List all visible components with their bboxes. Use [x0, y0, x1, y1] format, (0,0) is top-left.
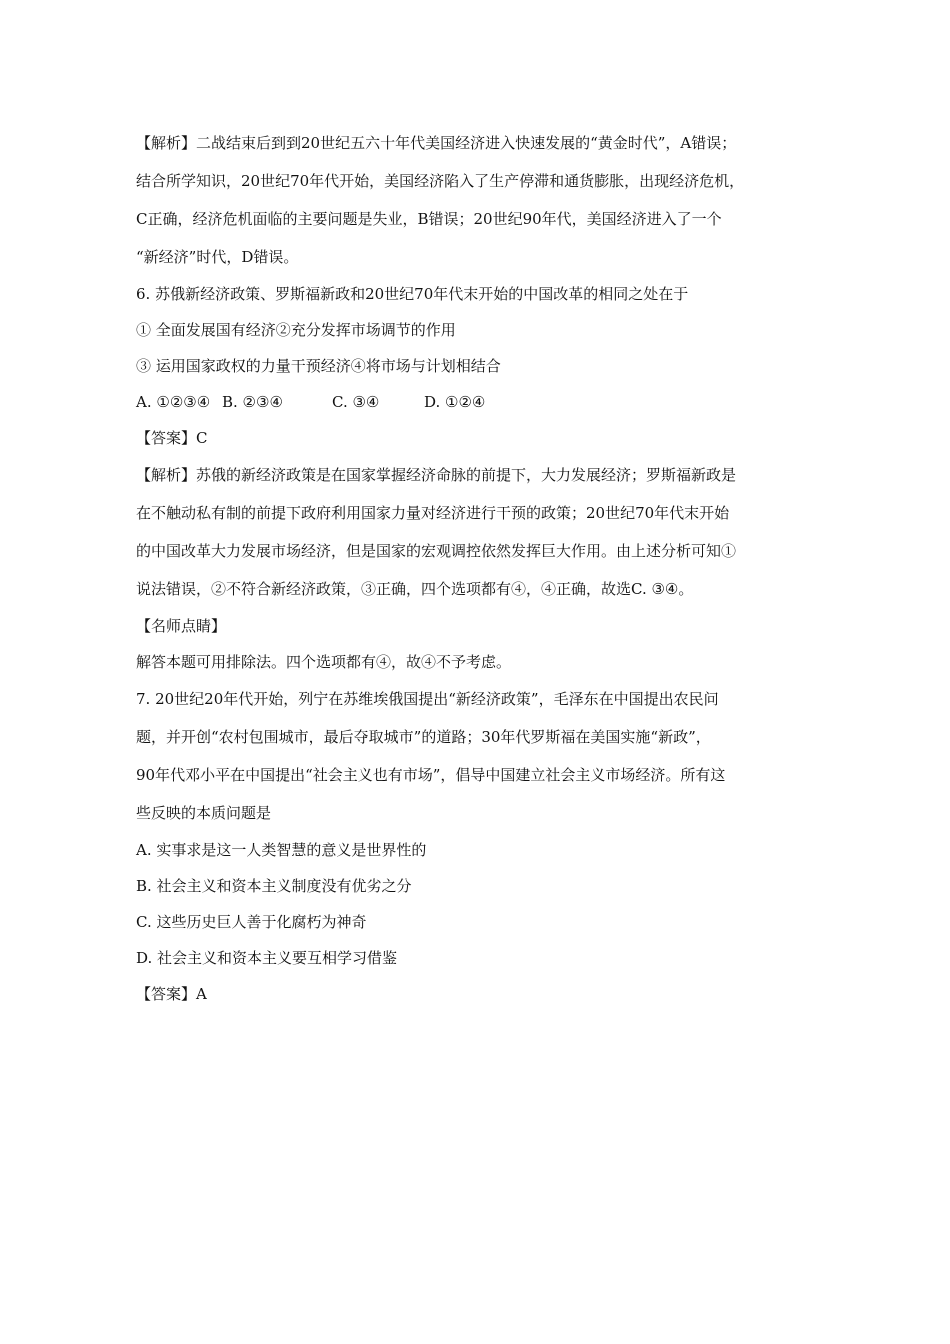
q6-tip-text: 解答本题可用排除法。四个选项都有④，故④不予考虑。 — [136, 653, 512, 671]
q6-options — [136, 384, 826, 420]
q6-option-a: A. ①②③④ — [136, 393, 211, 411]
question-7 — [136, 680, 826, 1012]
q7-answer: 【答案】A — [136, 985, 207, 1003]
q5-analysis-line: C正确，经济危机面临的主要问题是失业，B错误；20世纪90年代，美国经济进入了一个 — [136, 210, 722, 228]
q6-option-d: D. ①②④ — [424, 393, 486, 411]
q5-analysis-line: 【解析】二战结束后到到20世纪五六十年代美国经济进入快速发展的“黄金时代”，A错误； — [136, 134, 737, 152]
q7-option-b: B. 社会主义和资本主义制度没有优劣之分 — [136, 877, 412, 895]
q6-items-line: ① 全面发展国有经济②充分发挥市场调节的作用 — [136, 321, 456, 339]
q6-stem: 6. 苏俄新经济政策、罗斯福新政和20世纪70年代末开始的中国改革的相同之处在于 — [136, 285, 689, 303]
q7-option-c: C. 这些历史巨人善于化腐朽为神奇 — [136, 913, 367, 931]
q7-stem-line: 些反映的本质问题是 — [136, 804, 272, 822]
q7-stem-line: 90年代邓小平在中国提出“社会主义也有市场”，倡导中国建立社会主义市场经济。所有这 — [136, 766, 726, 784]
q7-option-a: A. 实事求是这一人类智慧的意义是世界性的 — [136, 841, 427, 859]
q6-option-c: C. ③④ — [332, 393, 380, 411]
q7-stem-line: 题，并开创“农村包围城市，最后夺取城市”的道路；30年代罗斯福在美国实施“新政”， — [136, 728, 711, 746]
q6-items-line: ③ 运用国家政权的力量干预经济④将市场与计划相结合 — [136, 357, 501, 375]
q6-analysis-line: 在不触动私有制的前提下政府利用国家力量对经济进行干预的政策；20世纪70年代末开始 — [136, 504, 730, 522]
q5-analysis — [136, 124, 826, 276]
q5-analysis-line: “新经济”时代，D错误。 — [136, 248, 299, 266]
q6-analysis-line: 的中国改革大力发展市场经济，但是国家的宏观调控依然发挥巨大作用。由上述分析可知① — [136, 542, 737, 560]
q6-analysis-line: 说法错误，②不符合新经济政策，③正确，四个选项都有④，④正确，故选C. ③④。 — [136, 580, 694, 598]
q6-tip-heading: 【名师点睛】 — [136, 617, 227, 635]
q6-analysis-line: 【解析】苏俄的新经济政策是在国家掌握经济命脉的前提下，大力发展经济；罗斯福新政是 — [136, 466, 737, 484]
q7-stem-line: 7. 20世纪20年代开始，列宁在苏维埃俄国提出“新经济政策”，毛泽东在中国提出农民问 — [136, 690, 719, 708]
q6-answer: 【答案】C — [136, 429, 208, 447]
q7-option-d: D. 社会主义和资本主义要互相学习借鉴 — [136, 949, 398, 967]
document-body — [136, 124, 826, 1012]
q5-analysis-line: 结合所学知识，20世纪70年代开始，美国经济陷入了生产停滞和通货膨胀，出现经济危机， — [136, 172, 745, 190]
q6-option-b: B. ②③④ — [222, 393, 283, 411]
question-6 — [136, 276, 826, 680]
